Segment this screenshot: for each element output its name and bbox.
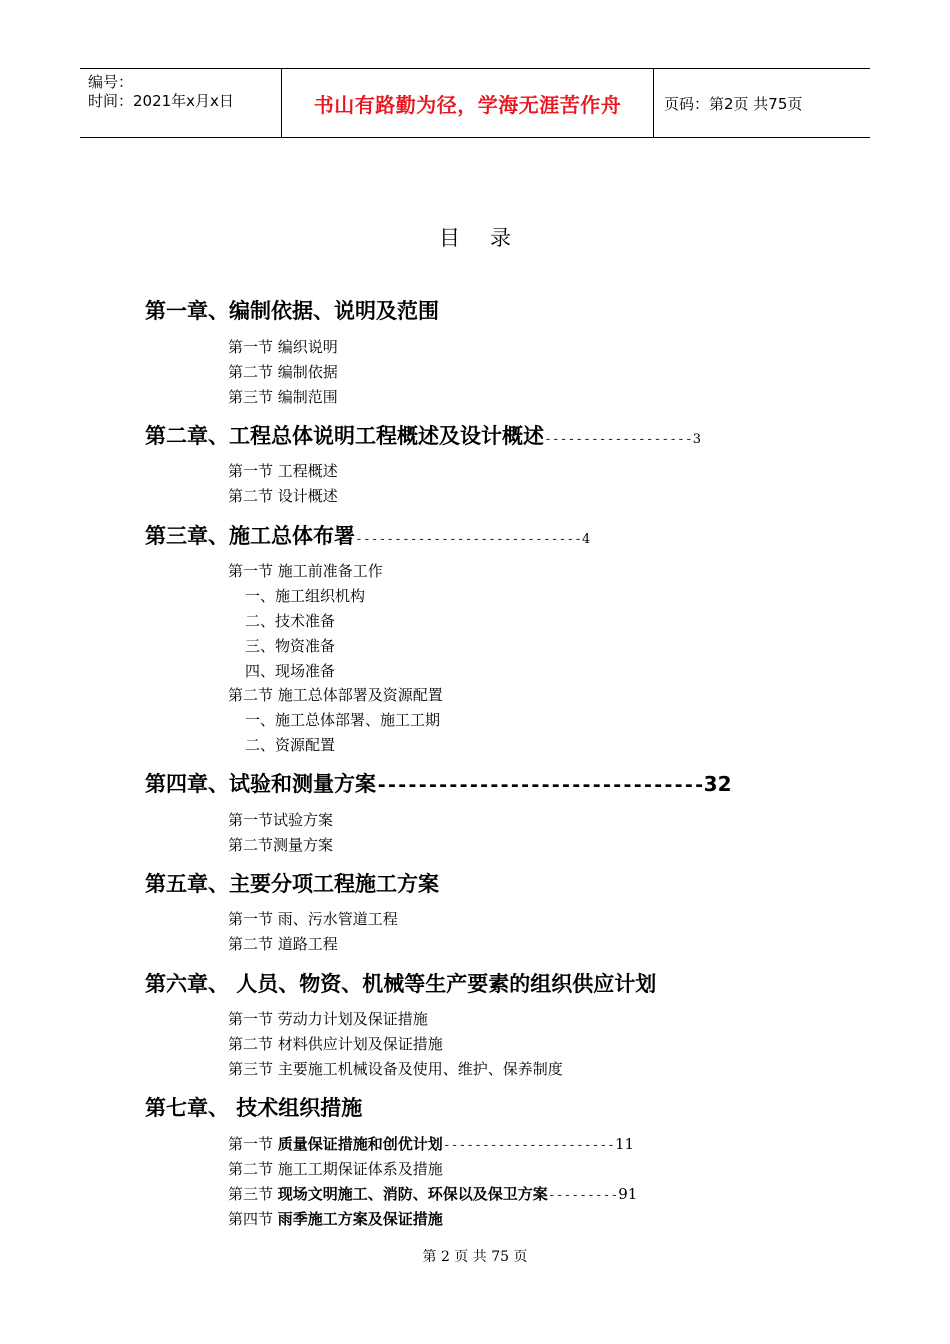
header-page-info: 页码：第2页 共75页 xyxy=(664,94,803,113)
toc-chapter-2[interactable] xyxy=(145,420,701,450)
toc-section[interactable]: 第一节 劳动力计划及保证措施 xyxy=(228,1010,428,1028)
section-number: 第四节 xyxy=(228,1210,274,1228)
time-label: 时间：2021年x月x日 xyxy=(88,92,234,110)
dot-leader: ----------------------------- xyxy=(355,532,582,547)
chapter-title: 第六章、 人员、物资、机械等生产要素的组织供应计划 xyxy=(145,972,657,996)
toc-section[interactable]: 第三节 主要施工机械设备及使用、维护、保养制度 xyxy=(228,1060,563,1078)
chapter-title: 第四章、试验和测量方案 xyxy=(145,772,376,796)
toc-chapter-6[interactable] xyxy=(145,968,656,998)
page-footer: 第 2 页 共 75 页 xyxy=(422,1249,528,1265)
section-number: 第三节 xyxy=(228,1185,274,1203)
toc-section[interactable] xyxy=(228,1133,634,1154)
toc-section[interactable]: 第一节 施工前准备工作 xyxy=(228,562,383,580)
toc-section[interactable]: 第二节 施工工期保证体系及措施 xyxy=(228,1160,443,1178)
toc-section[interactable] xyxy=(228,1183,637,1204)
toc-chapter-3[interactable] xyxy=(145,520,590,550)
section-title: 质量保证措施和创优计划 xyxy=(277,1135,443,1153)
toc-section[interactable]: 第二节测量方案 xyxy=(228,836,334,854)
header-table xyxy=(80,68,870,138)
toc-chapter-5[interactable] xyxy=(145,868,439,898)
motto: 书山有路勤为径，学海无涯苦作舟 xyxy=(313,92,622,117)
header-meta xyxy=(80,69,282,137)
number-label: 编号： xyxy=(88,73,134,91)
toc-subsection[interactable]: 一、施工总体部署、施工工期 xyxy=(245,711,441,729)
toc-subsection[interactable]: 二、资源配置 xyxy=(245,736,336,754)
section-title: 雨季施工方案及保证措施 xyxy=(277,1210,443,1228)
page-number: 3 xyxy=(692,432,701,447)
toc-subsection[interactable]: 一、施工组织机构 xyxy=(245,587,366,605)
toc-subsection[interactable]: 二、技术准备 xyxy=(245,612,336,630)
dot-leader: ------------------- xyxy=(544,432,693,447)
dot-leader: -------------------------------- xyxy=(376,774,704,796)
chapter-title: 第二章、工程总体说明工程概述及设计概述 xyxy=(145,424,544,448)
toc-chapter-7[interactable] xyxy=(145,1092,362,1122)
toc-chapter-1[interactable] xyxy=(145,295,439,325)
toc-section[interactable]: 第一节 工程概述 xyxy=(228,462,338,480)
toc-section[interactable]: 第三节 编制范围 xyxy=(228,388,338,406)
chapter-title: 第三章、施工总体布署 xyxy=(145,524,355,548)
page-number: 32 xyxy=(703,772,732,796)
chapter-title: 第一章、编制依据、说明及范围 xyxy=(145,299,439,323)
chapter-title: 第五章、主要分项工程施工方案 xyxy=(145,872,439,896)
toc-section[interactable] xyxy=(228,1208,443,1229)
dot-leader: ---------------------- xyxy=(442,1138,615,1153)
page-number: 4 xyxy=(581,532,591,547)
toc-section[interactable]: 第二节 道路工程 xyxy=(228,935,338,953)
toc-section[interactable]: 第一节 编织说明 xyxy=(228,338,338,356)
toc-section[interactable]: 第一节试验方案 xyxy=(228,811,334,829)
toc-chapter-4[interactable] xyxy=(145,768,732,798)
toc-subsection[interactable]: 三、物资准备 xyxy=(245,637,336,655)
toc-title: 目录 xyxy=(439,226,541,250)
toc-section[interactable]: 第一节 雨、污水管道工程 xyxy=(228,910,398,928)
page-number: 91 xyxy=(618,1185,638,1203)
section-title: 现场文明施工、消防、环保以及保卫方案 xyxy=(277,1185,548,1203)
toc-section[interactable]: 第二节 施工总体部署及资源配置 xyxy=(228,686,443,704)
section-number: 第一节 xyxy=(228,1135,274,1153)
header-motto-cell xyxy=(282,69,654,137)
toc-section[interactable]: 第二节 设计概述 xyxy=(228,487,338,505)
page-number: 11 xyxy=(615,1135,635,1153)
toc-subsection[interactable]: 四、现场准备 xyxy=(245,662,336,680)
dot-leader: --------- xyxy=(547,1188,619,1203)
chapter-title: 第七章、 技术组织措施 xyxy=(145,1096,363,1120)
toc-section[interactable]: 第二节 编制依据 xyxy=(228,363,338,381)
toc-section[interactable]: 第二节 材料供应计划及保证措施 xyxy=(228,1035,443,1053)
